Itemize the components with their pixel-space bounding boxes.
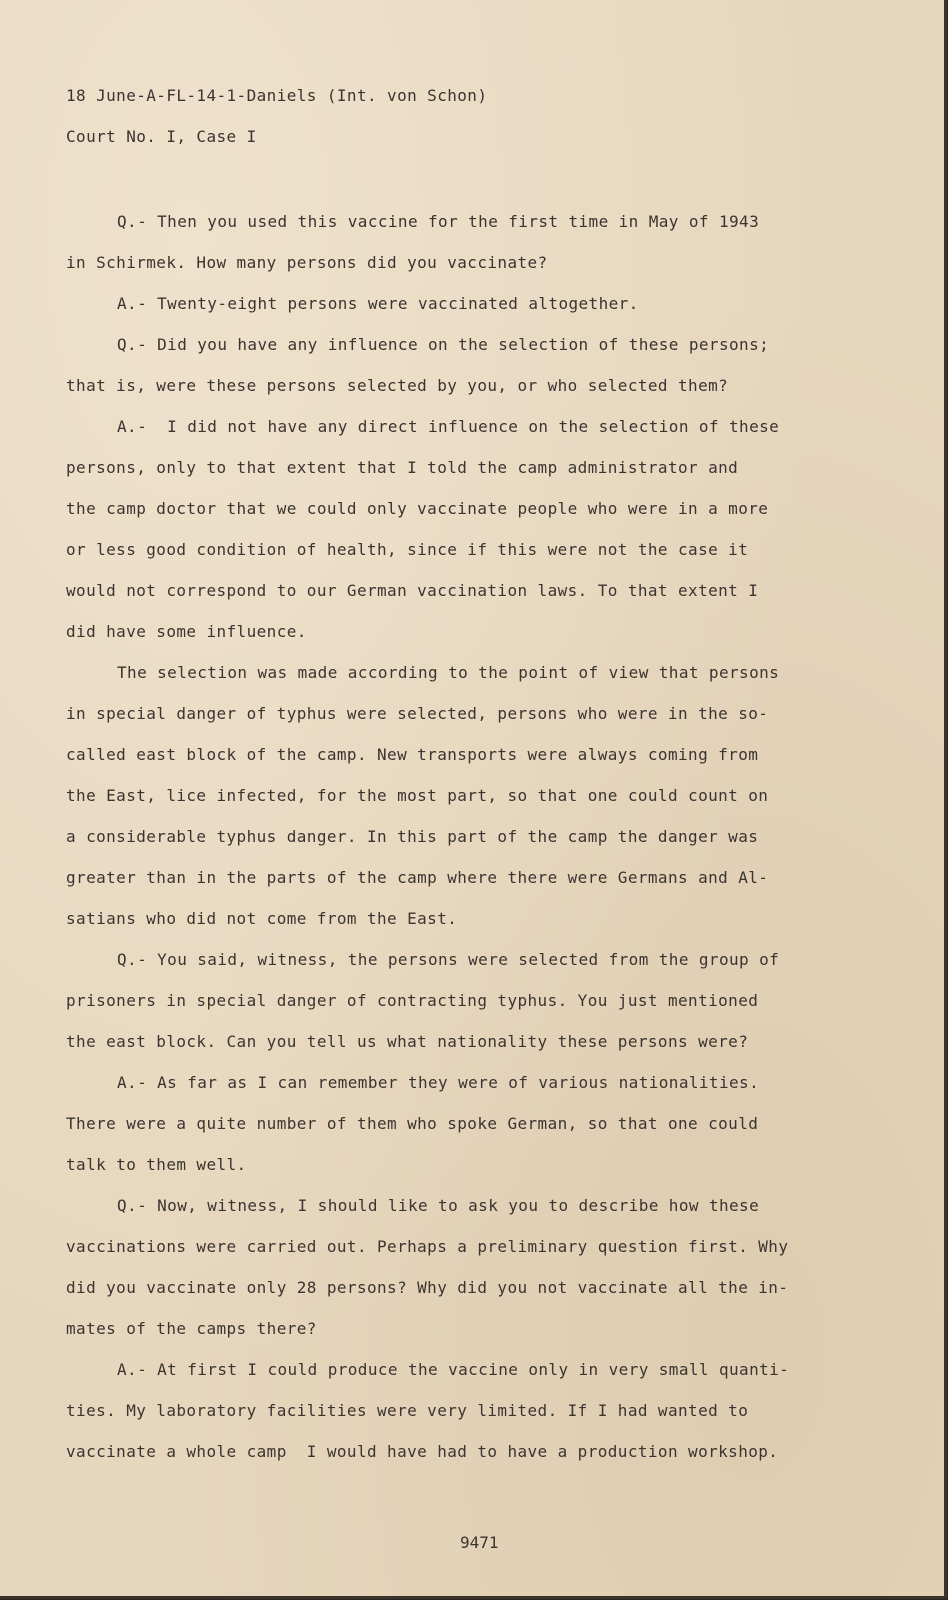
- paragraph-line: a considerable typhus danger. In this part of the camp the danger was: [66, 827, 759, 846]
- paragraph-line: satians who did not come from the East.: [66, 909, 458, 928]
- paragraph-line: The selection was made according to the point of view that persons: [117, 663, 780, 682]
- paragraph-line: prisoners in special danger of contracting typhus. You just mentioned: [66, 991, 759, 1010]
- paragraph-line: the east block. Can you tell us what nationality these persons were?: [66, 1032, 749, 1051]
- header-court-case: Court No. I, Case I: [66, 127, 257, 146]
- paragraph-line: vaccinate a whole camp I would have had to have a production workshop.: [66, 1442, 779, 1461]
- paragraph-line: did have some influence.: [66, 622, 307, 641]
- paragraph-line: talk to them well.: [66, 1155, 247, 1174]
- page-number: 9471: [460, 1533, 499, 1552]
- paragraph-line: Q.- You said, witness, the persons were selected from the group of: [117, 950, 780, 969]
- paragraph-line: called east block of the camp. New transports were always coming from: [66, 745, 759, 764]
- paragraph-line: There were a quite number of them who spoke German, so that one could: [66, 1114, 759, 1133]
- header-case-reference: 18 June-A-FL-14-1-Daniels (Int. von Schon): [66, 86, 488, 105]
- paragraph-line: did you vaccinate only 28 persons? Why did you not vaccinate all the in-: [66, 1278, 789, 1297]
- paragraph-line: the camp doctor that we could only vaccinate people who were in a more: [66, 499, 769, 518]
- paragraph-line: Q.- Did you have any influence on the selection of these persons;: [117, 335, 770, 354]
- paragraph-line: A.- I did not have any direct influence on the selection of these: [117, 417, 780, 436]
- paragraph-line: persons, only to that extent that I told the camp administrator and: [66, 458, 739, 477]
- paragraph-line: the East, lice infected, for the most part, so that one could count on: [66, 786, 769, 805]
- paragraph-line: Q.- Now, witness, I should like to ask you to describe how these: [117, 1196, 760, 1215]
- paragraph-line: vaccinations were carried out. Perhaps a preliminary question first. Why: [66, 1237, 789, 1256]
- paragraph-line: Q.- Then you used this vaccine for the first time in May of 1943: [117, 212, 760, 231]
- paragraph-line: A.- As far as I can remember they were of various nationalities.: [117, 1073, 760, 1092]
- paragraph-line: would not correspond to our German vaccination laws. To that extent I: [66, 581, 759, 600]
- paragraph-line: mates of the camps there?: [66, 1319, 317, 1338]
- paragraph-line: greater than in the parts of the camp where there were Germans and Al-: [66, 868, 769, 887]
- paragraph-line: A.- Twenty-eight persons were vaccinated altogether.: [117, 294, 639, 313]
- paragraph-line: ties. My laboratory facilities were very limited. If I had wanted to: [66, 1401, 749, 1420]
- paragraph-line: in special danger of typhus were selected, persons who were in the so-: [66, 704, 769, 723]
- paragraph-line: that is, were these persons selected by you, or who selected them?: [66, 376, 729, 395]
- paragraph-line: A.- At first I could produce the vaccine only in very small quanti-: [117, 1360, 790, 1379]
- paragraph-line: in Schirmek. How many persons did you vaccinate?: [66, 253, 548, 272]
- paragraph-line: or less good condition of health, since if this were not the case it: [66, 540, 749, 559]
